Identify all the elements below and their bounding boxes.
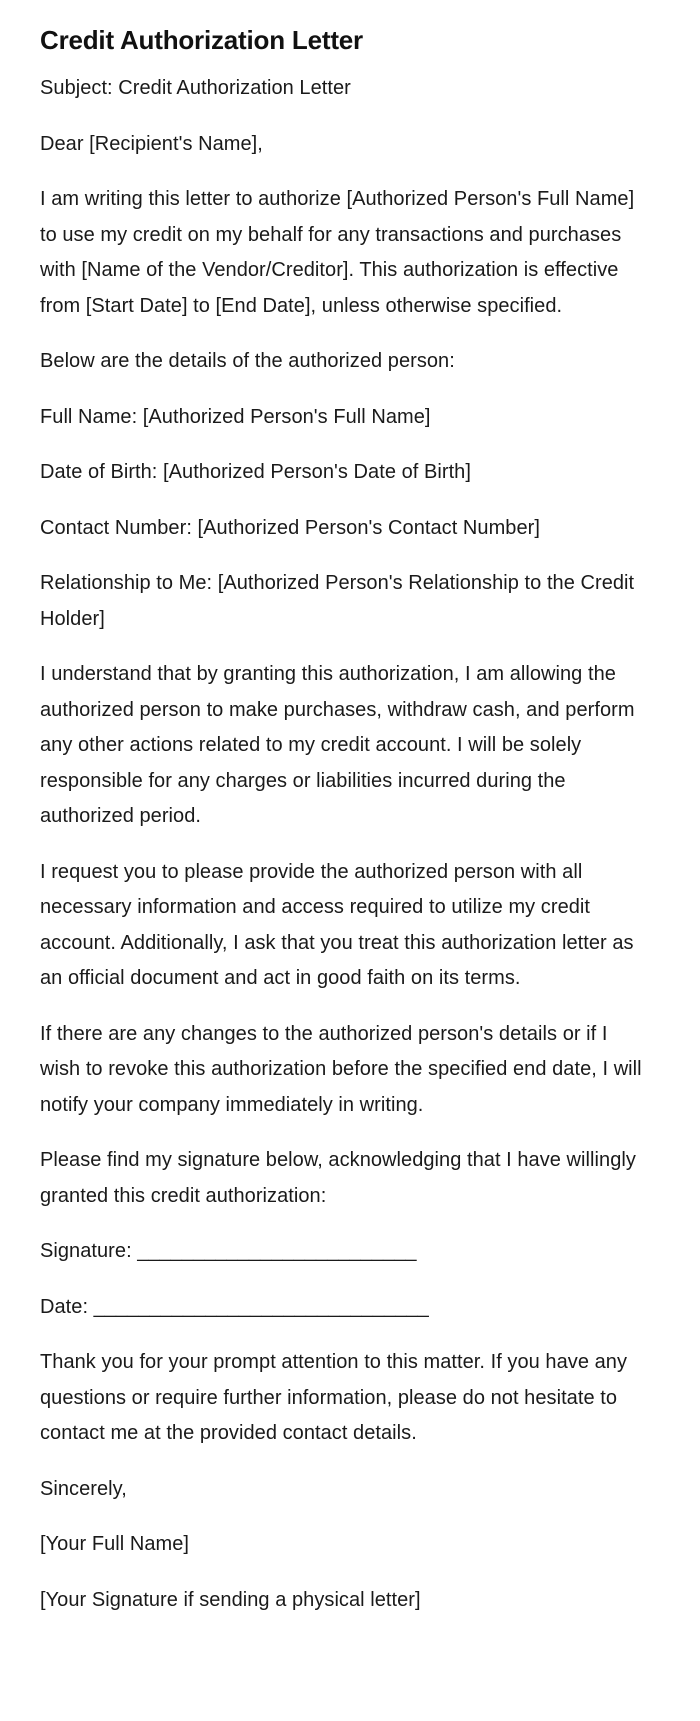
salutation: Dear [Recipient's Name], [40,132,263,155]
signature-line: Signature: _________________________ [40,1240,417,1262]
your-signature: [Your Signature if sending a physical letter] [40,1588,421,1611]
letter-title: Credit Authorization Letter [40,25,363,55]
request-paragraph: I request you to please provide the authorized person with all necessary information and access required to utilize my credit account. Additionally, I ask that you treat this authorization letter as an official document and act in good faith on its terms. [40,860,634,989]
thanks-paragraph: Thank you for your prompt attention to this matter. If you have any questions or require further information, please do not hesitate to contact me at the provided contact details. [40,1351,627,1444]
signature-intro: Please find my signature below, acknowledging that I have willingly granted this credit authorization: [40,1149,636,1207]
intro-paragraph: I am writing this letter to authorize [Authorized Person's Full Name] to use my credit on my behalf for any transactions and purchases with [Name of the Vendor/Creditor]. This authorization is effective from [Start Date] to [End Date], unless otherwise specified. [40,188,635,317]
your-full-name: [Your Full Name] [40,1533,190,1555]
relationship-line: Relationship to Me: [Authorized Person's Relationship to the Credit Holder] [40,572,635,630]
full-name-line: Full Name: [Authorized Person's Full Name] [40,405,431,428]
contact-number-line: Contact Number: [Authorized Person's Contact Number] [40,516,540,539]
understanding-paragraph: I understand that by granting this authorization, I am allowing the authorized person to make purchases, withdraw cash, and perform any other actions related to my credit account. I will be solely responsible for any charges or liabilities incurred during the authorized period. [40,663,635,827]
date-of-birth-line: Date of Birth: [Authorized Person's Date of Birth] [40,461,471,483]
details-intro: Below are the details of the authorized person: [40,350,455,372]
subject-line: Subject: Credit Authorization Letter [40,77,351,99]
closing: Sincerely, [40,1477,127,1500]
changes-paragraph: If there are any changes to the authorized person's details or if I wish to revoke this authorization before the specified end date, I will notify your company immediately in writing. [40,1022,642,1116]
date-line: Date: ______________________________ [40,1295,429,1318]
